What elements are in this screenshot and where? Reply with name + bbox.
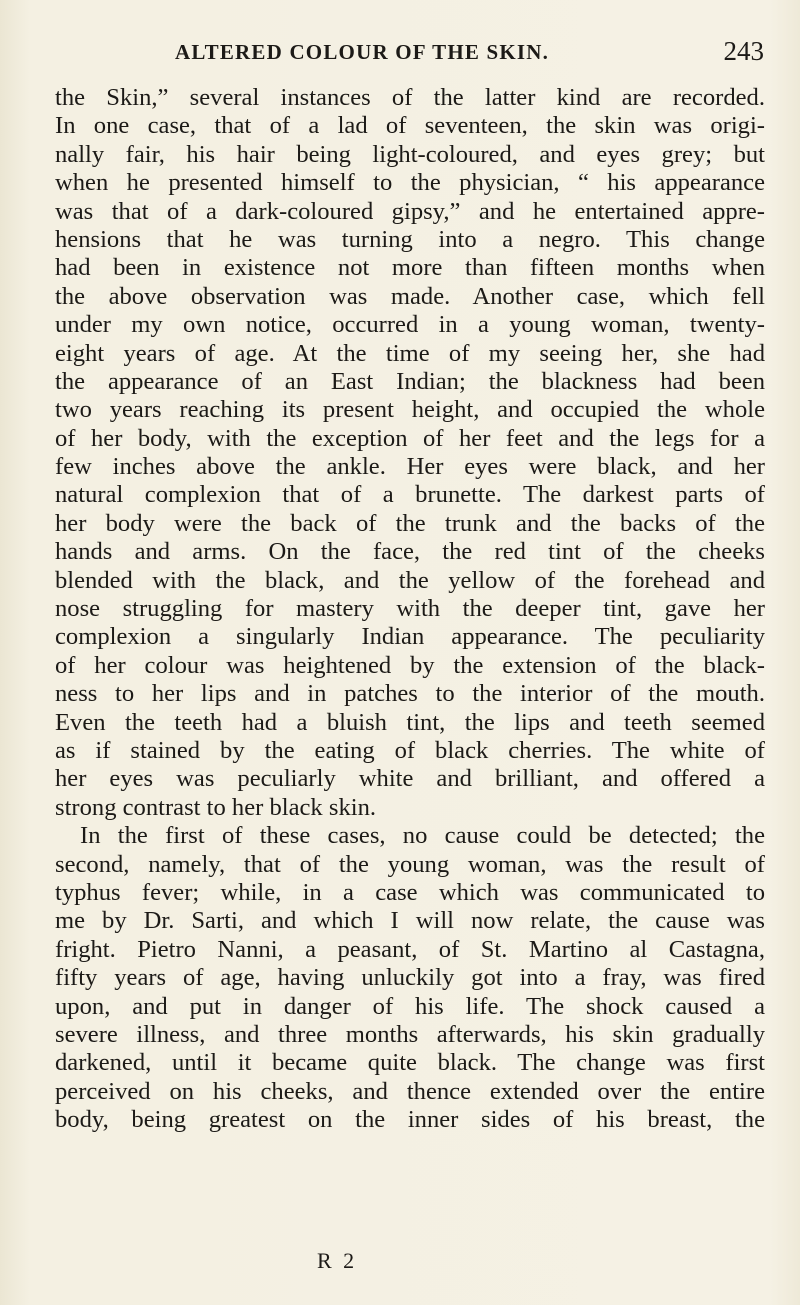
text-line: as if stained by the eating of black cherries. The white of: [55, 736, 765, 764]
page-number: 243: [723, 36, 764, 66]
text-line: nally fair, his hair being light-coloured, and eyes grey; but: [55, 140, 765, 168]
text-line: In one case, that of a lad of seventeen, the skin was origi-: [55, 112, 765, 140]
text-line: me by Dr. Sarti, and which I will now relate, the cause was: [55, 907, 765, 935]
text-line: complexion a singularly Indian appearance. The peculiarity: [55, 623, 765, 651]
text-line: hensions that he was turning into a negro. This change: [55, 225, 765, 253]
text-line: natural complexion that of a brunette. The darkest parts of: [55, 481, 765, 509]
text-line: In the first of these cases, no cause could be detected; the: [80, 822, 765, 850]
text-line: perceived on his cheeks, and thence extended over the entire: [55, 1077, 765, 1105]
text-line: darkened, until it became quite black. The change was first: [55, 1049, 765, 1077]
text-line: second, namely, that of the young woman, was the result of: [55, 850, 765, 878]
text-line: of her colour was heightened by the extension of the black-: [55, 651, 765, 679]
text-line: the appearance of an East Indian; the blackness had been: [55, 367, 765, 395]
page-header: [0, 36, 800, 70]
text-line: severe illness, and three months afterwards, his skin gradually: [55, 1020, 765, 1048]
text-line: strong contrast to her black skin.: [55, 793, 377, 821]
text-line: fifty years of age, having unluckily got into a fray, was fired: [55, 964, 765, 992]
text-line: hands and arms. On the face, the red tint of the cheeks: [55, 538, 765, 566]
text-line: when he presented himself to the physician, “ his appearance: [55, 169, 765, 197]
text-line: few inches above the ankle. Her eyes were black, and her: [55, 453, 765, 481]
text-line: typhus fever; while, in a case which was communicated to: [55, 878, 765, 906]
text-line: Even the teeth had a bluish tint, the lips and teeth seemed: [55, 708, 765, 736]
body-text: [55, 84, 765, 1134]
text-line: the Skin,” several instances of the latter kind are recorded.: [55, 84, 765, 111]
text-line: fright. Pietro Nanni, a peasant, of St. Martino al Castagna,: [55, 935, 765, 963]
text-line: two years reaching its present height, and occupied the whole: [55, 396, 765, 424]
text-line: nose struggling for mastery with the deeper tint, gave her: [55, 595, 765, 623]
paragraph-1: [55, 84, 765, 822]
text-line: her eyes was peculiarly white and brilliant, and offered a: [55, 765, 765, 793]
signature-mark: R 2: [317, 1248, 358, 1273]
text-line: the above observation was made. Another case, which fell: [55, 282, 765, 310]
text-line: eight years of age. At the time of my seeing her, she had: [55, 339, 765, 367]
text-line: under my own notice, occurred in a young woman, twenty-: [55, 311, 765, 339]
text-line: body, being greatest on the inner sides of his breast, the: [55, 1106, 765, 1134]
paragraph-2: [55, 822, 765, 1134]
text-line: ness to her lips and in patches to the interior of the mouth.: [55, 680, 765, 708]
text-line: of her body, with the exception of her feet and the legs for a: [55, 424, 765, 452]
text-line: her body were the back of the trunk and the backs of the: [55, 509, 765, 537]
text-line: had been in existence not more than fifteen months when: [55, 254, 765, 282]
text-line: blended with the black, and the yellow of the forehead and: [55, 566, 765, 594]
text-line: was that of a dark-coloured gipsy,” and he entertained appre-: [55, 197, 765, 225]
text-line: upon, and put in danger of his life. The shock caused a: [55, 992, 765, 1020]
running-title: ALTERED COLOUR OF THE SKIN.: [175, 40, 550, 64]
